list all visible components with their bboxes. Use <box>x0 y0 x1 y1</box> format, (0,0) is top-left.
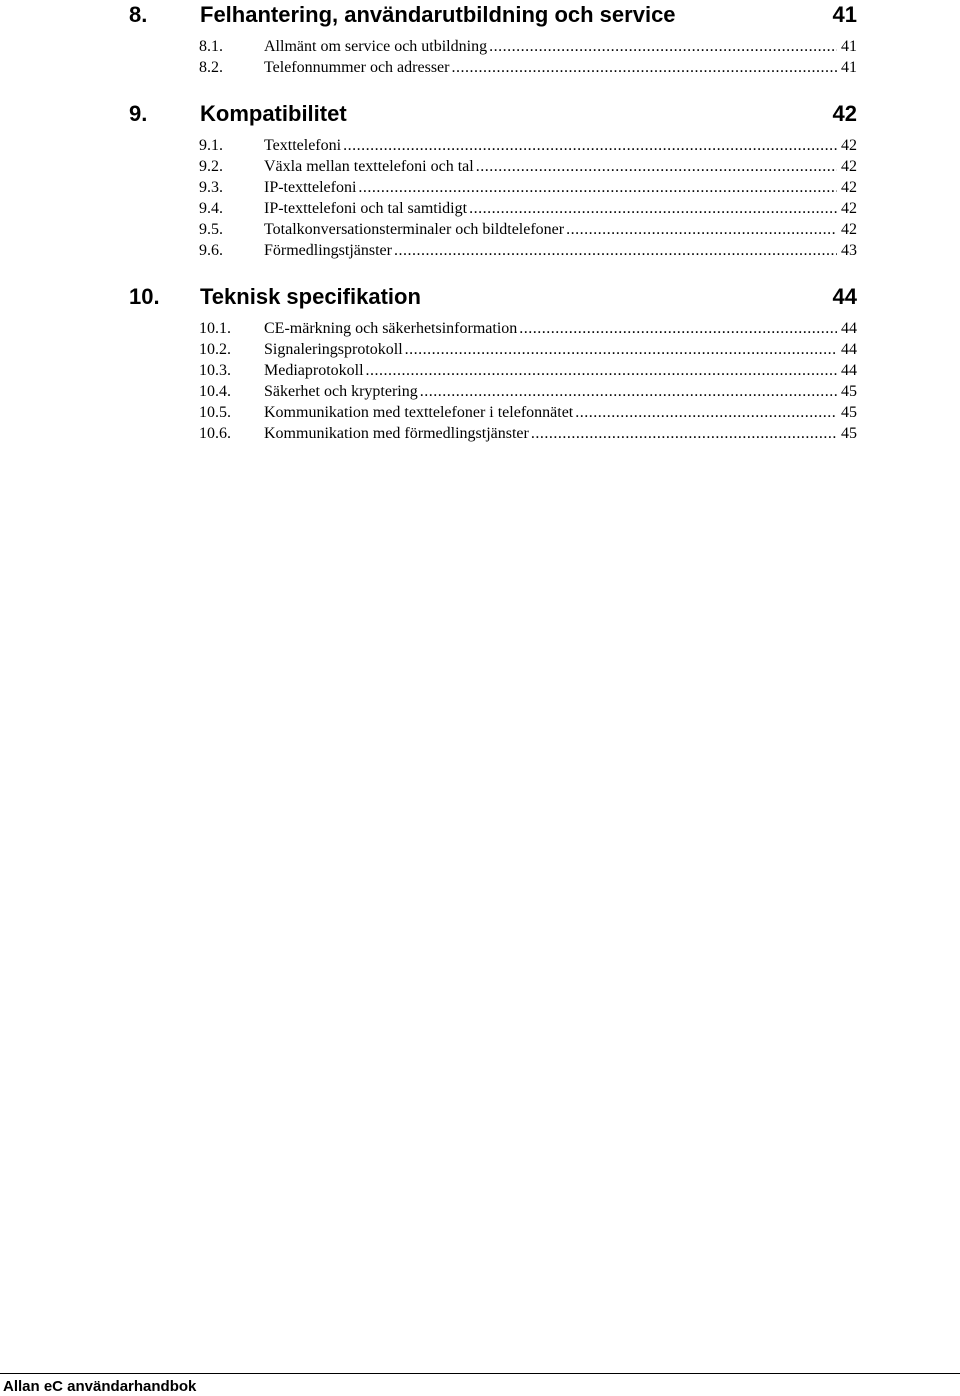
dot-leader <box>531 423 837 444</box>
heading-title: Kompatibilitet <box>200 101 347 126</box>
entry-page: 45 <box>841 383 857 400</box>
toc-entry[interactable] <box>0 381 960 402</box>
entry-page: 45 <box>841 425 857 442</box>
heading-title: Teknisk specifikation <box>200 284 421 309</box>
entry-title: IP-texttelefoni <box>264 179 357 196</box>
dot-leader <box>420 381 837 402</box>
toc-entry[interactable] <box>0 240 960 261</box>
dot-leader <box>366 360 837 381</box>
dot-leader <box>489 36 837 57</box>
heading-number: 8. <box>129 2 148 27</box>
entry-title: Kommunikation med förmedlingstjänster <box>264 425 529 442</box>
entry-number: 10.4. <box>199 383 231 400</box>
entry-number: 9.2. <box>199 158 223 175</box>
entry-number: 10.1. <box>199 320 231 337</box>
dot-leader <box>358 177 837 198</box>
entry-title: Allmänt om service och utbildning <box>264 38 488 55</box>
entry-title: Signaleringsprotokoll <box>264 341 403 358</box>
dot-leader <box>469 198 837 219</box>
entry-title: Kommunikation med texttelefoner i telefonnätet <box>264 404 574 421</box>
dot-leader <box>451 57 837 78</box>
entry-title: Förmedlingstjänster <box>264 242 392 259</box>
entry-page: 44 <box>841 362 857 379</box>
dot-leader <box>566 219 837 240</box>
heading-number: 10. <box>129 284 160 309</box>
toc-entry[interactable] <box>0 402 960 423</box>
entry-page: 42 <box>841 221 857 238</box>
toc-section-10 <box>0 284 960 444</box>
entry-title: CE-märkning och säkerhetsinformation <box>264 320 518 337</box>
toc-heading <box>0 284 960 318</box>
entry-number: 9.5. <box>199 221 223 238</box>
toc-entry[interactable] <box>0 360 960 381</box>
entry-number: 10.2. <box>199 341 231 358</box>
dot-leader <box>343 135 837 156</box>
entry-number: 10.5. <box>199 404 231 421</box>
entry-page: 44 <box>841 320 857 337</box>
entry-title: Säkerhet och kryptering <box>264 383 418 400</box>
entry-page: 44 <box>841 341 857 358</box>
entry-title: Mediaprotokoll <box>264 362 364 379</box>
entry-page: 41 <box>841 38 857 55</box>
entry-number: 9.6. <box>199 242 223 259</box>
entry-number: 9.3. <box>199 179 223 196</box>
entry-title: Växla mellan texttelefoni och tal <box>264 158 474 175</box>
toc-entry[interactable] <box>0 423 960 444</box>
toc-entry[interactable] <box>0 339 960 360</box>
entry-page: 42 <box>841 137 857 154</box>
entry-page: 45 <box>841 404 857 421</box>
toc-section-8 <box>0 2 960 78</box>
entry-number: 10.6. <box>199 425 231 442</box>
toc-entry[interactable] <box>0 177 960 198</box>
entry-number: 9.4. <box>199 200 223 217</box>
dot-leader <box>575 402 837 423</box>
entry-title: Telefonnummer och adresser <box>264 59 450 76</box>
toc-entry[interactable] <box>0 198 960 219</box>
toc-entry[interactable] <box>0 318 960 339</box>
entry-number: 9.1. <box>199 137 223 154</box>
entry-page: 41 <box>841 59 857 76</box>
entry-page: 42 <box>841 200 857 217</box>
entry-title: Texttelefoni <box>264 137 342 154</box>
heading-title: Felhantering, användarutbildning och service <box>200 2 676 27</box>
entry-page: 42 <box>841 179 857 196</box>
dot-leader <box>394 240 837 261</box>
dot-leader <box>476 156 837 177</box>
toc-entry[interactable] <box>0 135 960 156</box>
dot-leader <box>405 339 837 360</box>
entry-number: 8.1. <box>199 38 223 55</box>
toc-entry[interactable] <box>0 57 960 78</box>
toc-heading <box>0 101 960 135</box>
entry-page: 43 <box>841 242 857 259</box>
entry-number: 8.2. <box>199 59 223 76</box>
heading-page: 44 <box>832 284 857 309</box>
heading-page: 41 <box>832 2 857 27</box>
heading-number: 9. <box>129 101 148 126</box>
footer-title: Allan eC användarhandbok <box>3 1378 197 1395</box>
entry-title: IP-texttelefoni och tal samtidigt <box>264 200 468 217</box>
toc-heading <box>0 2 960 36</box>
entry-number: 10.3. <box>199 362 231 379</box>
entry-page: 42 <box>841 158 857 175</box>
toc-entry[interactable] <box>0 219 960 240</box>
entry-title: Totalkonversationsterminaler och bildtelefoner <box>264 221 565 238</box>
dot-leader <box>519 318 837 339</box>
footer-divider <box>0 1373 960 1374</box>
toc-section-9 <box>0 101 960 261</box>
toc-entry[interactable] <box>0 156 960 177</box>
heading-page: 42 <box>832 101 857 126</box>
toc-entry[interactable] <box>0 36 960 57</box>
